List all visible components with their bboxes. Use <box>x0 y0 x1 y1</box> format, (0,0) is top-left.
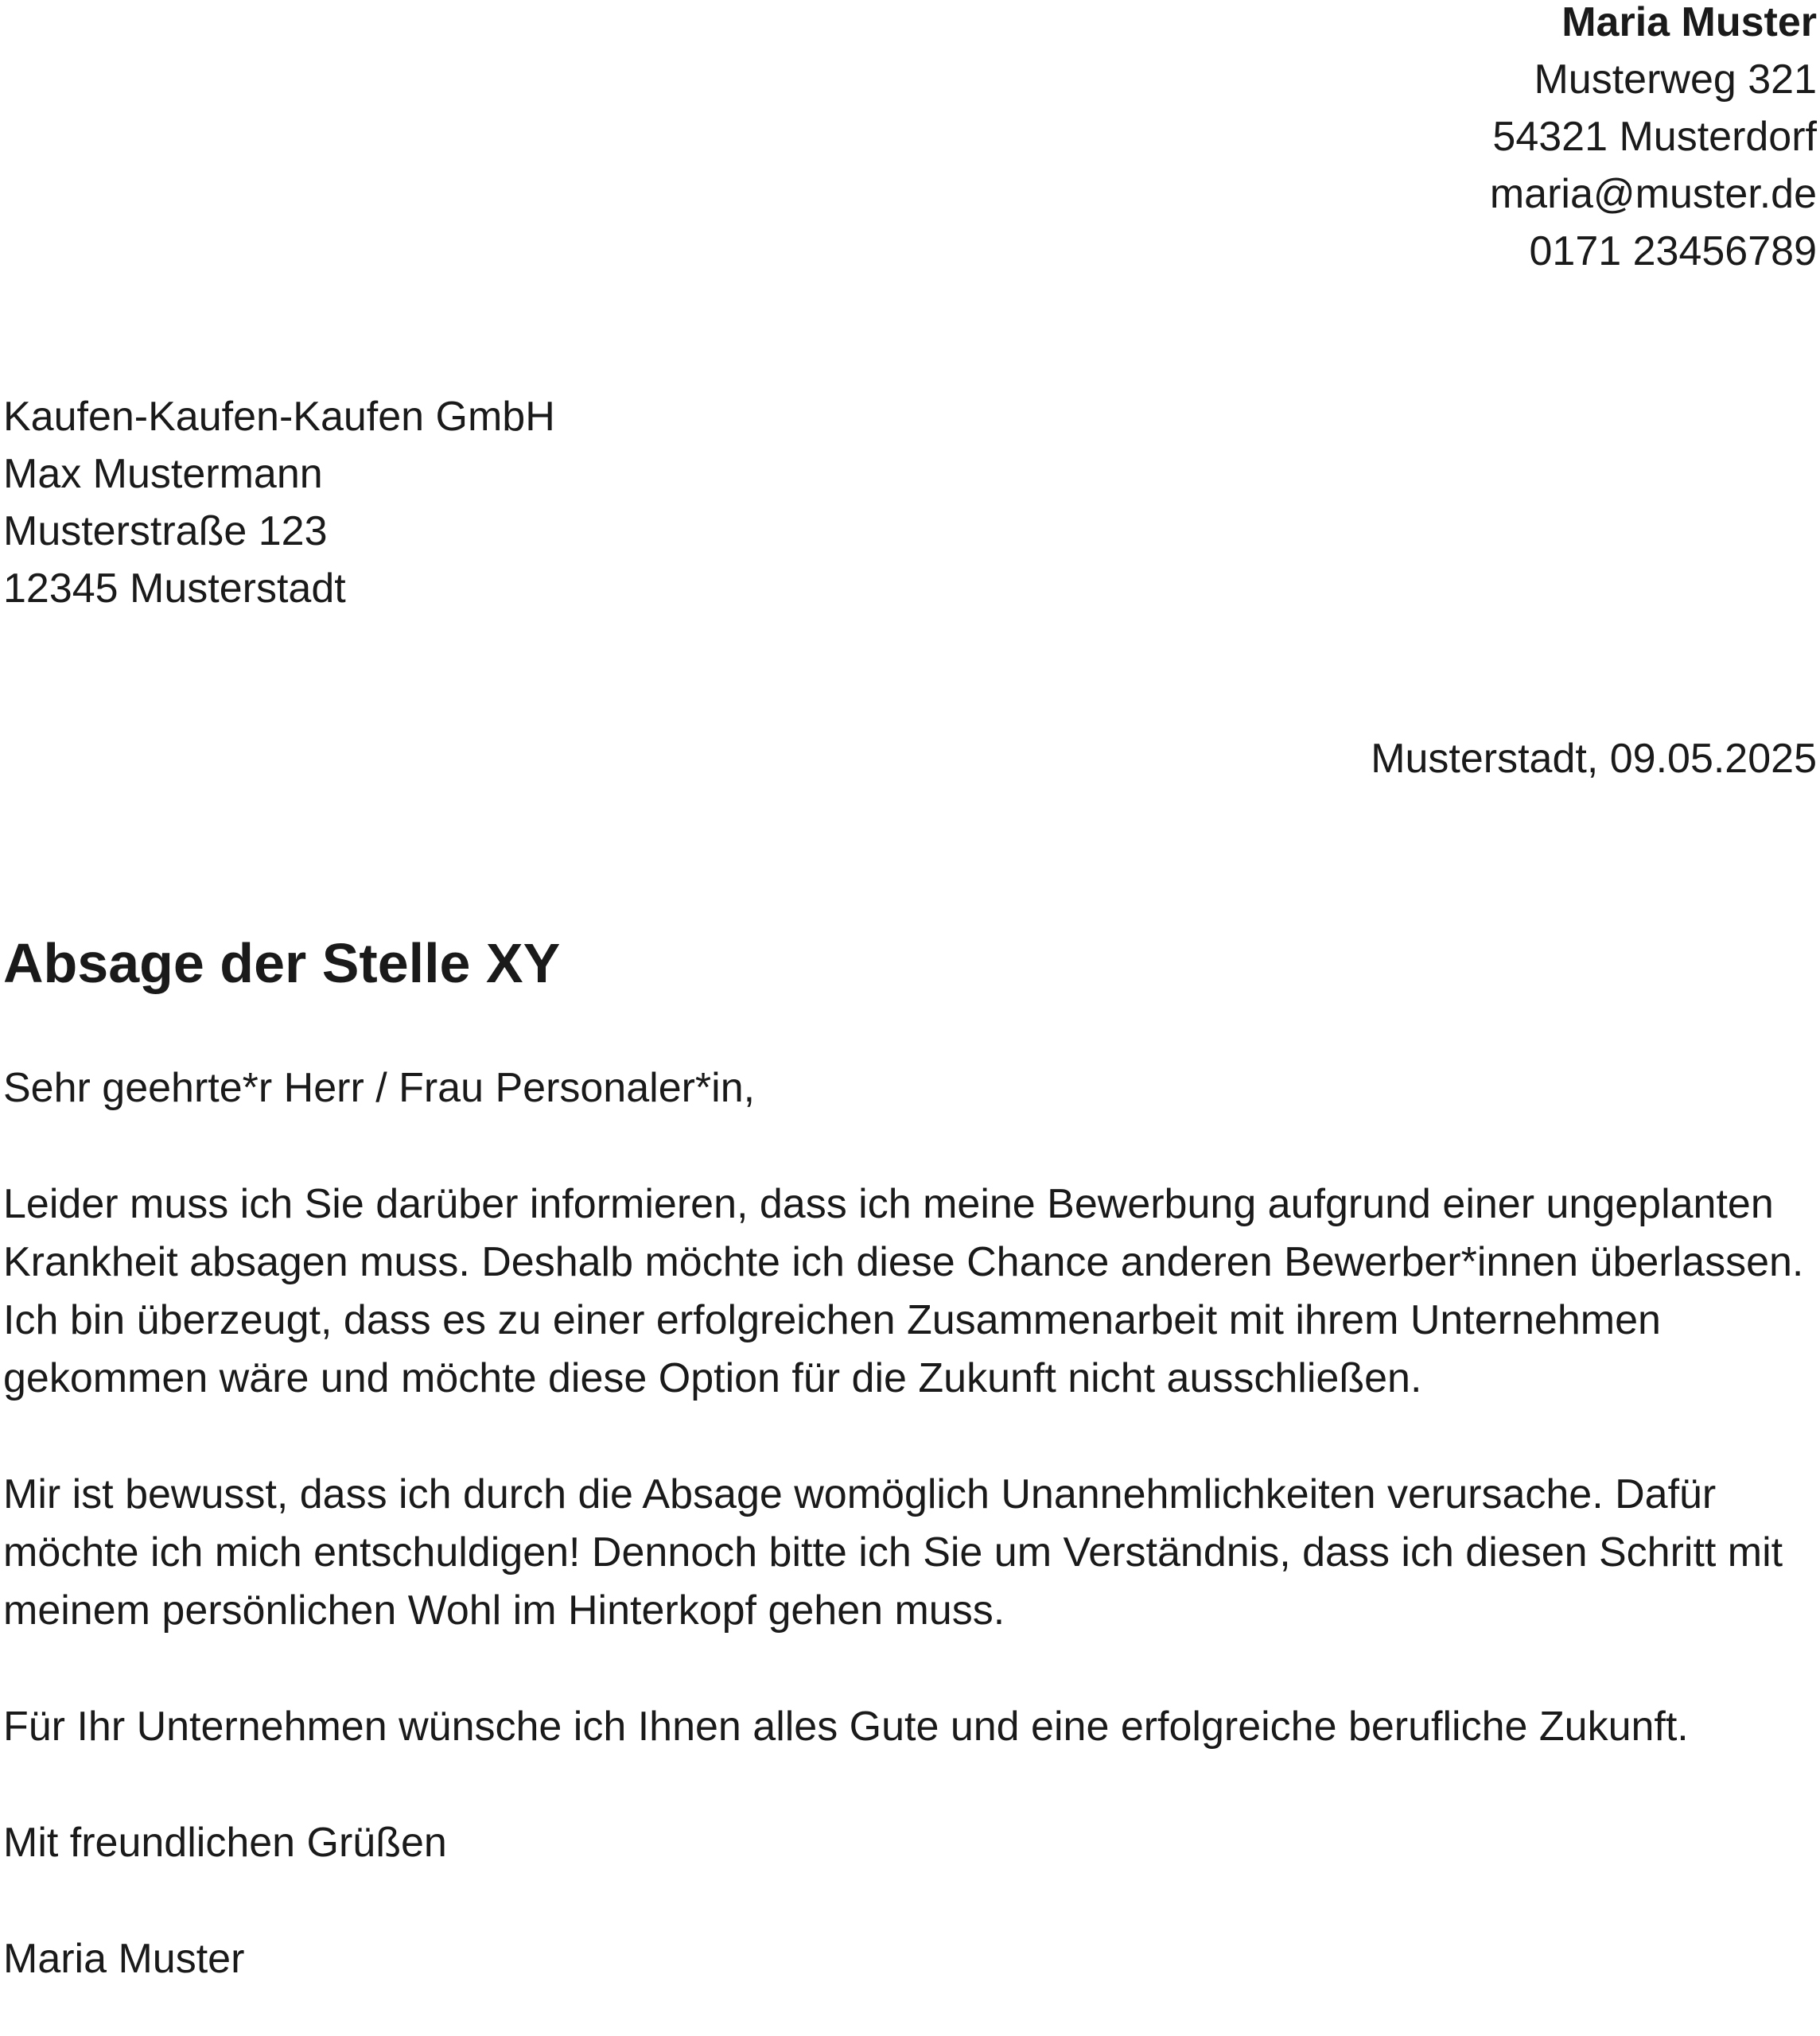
closing: Mit freundlichen Grüßen <box>3 1820 447 1866</box>
recipient-company: Kaufen-Kaufen-Kaufen GmbH <box>3 394 555 440</box>
paragraph-1: Leider muss ich Sie darüber informieren, dass ich meine Bewerbung aufgrund einer ungeplanten Krankheit absagen muss. Deshalb möchte ich diese Chance anderen Bewerber*innen überlassen. Ich bin überzeugt, dass es zu einer erfolgreichen Zusammenarbeit mit ihrem Unternehmen gekommen wäre und möchte diese Option für die Zukunft nicht ausschließen. <box>3 1181 1804 1401</box>
sender-address-block <box>1490 0 1817 280</box>
recipient-contact: Max Mustermann <box>3 451 323 497</box>
sender-city: 54321 Musterdorf <box>1492 114 1817 160</box>
recipient-city: 12345 Musterstadt <box>3 565 346 612</box>
letter-date: Musterstadt, 09.05.2025 <box>1371 736 1817 782</box>
sender-email: maria@muster.de <box>1489 171 1817 217</box>
paragraph-3: Für Ihr Unternehmen wünsche ich Ihnen alles Gute und eine erfolgreiche berufliche Zukunft. <box>3 1704 1689 1750</box>
salutation: Sehr geehrte*r Herr / Frau Personaler*in, <box>3 1065 756 1111</box>
recipient-address-block <box>3 388 555 617</box>
sender-phone: 0171 23456789 <box>1529 228 1817 274</box>
letter-subject: Absage der Stelle XY <box>3 932 561 994</box>
sender-street: Musterweg 321 <box>1534 56 1817 103</box>
paragraph-2: Mir ist bewusst, dass ich durch die Absage womöglich Unannehmlichkeiten verursache. Dafür möchte ich mich entschuldigen! Dennoch bitte ich Sie um Verständnis, dass ich diesen Schritt mit meinem persönlichen Wohl im Hinterkopf gehen muss. <box>3 1471 1783 1634</box>
signature: Maria Muster <box>3 1936 245 1982</box>
sender-name: Maria Muster <box>1561 0 1817 45</box>
letter-body <box>3 1059 1817 1988</box>
recipient-street: Musterstraße 123 <box>3 508 328 554</box>
